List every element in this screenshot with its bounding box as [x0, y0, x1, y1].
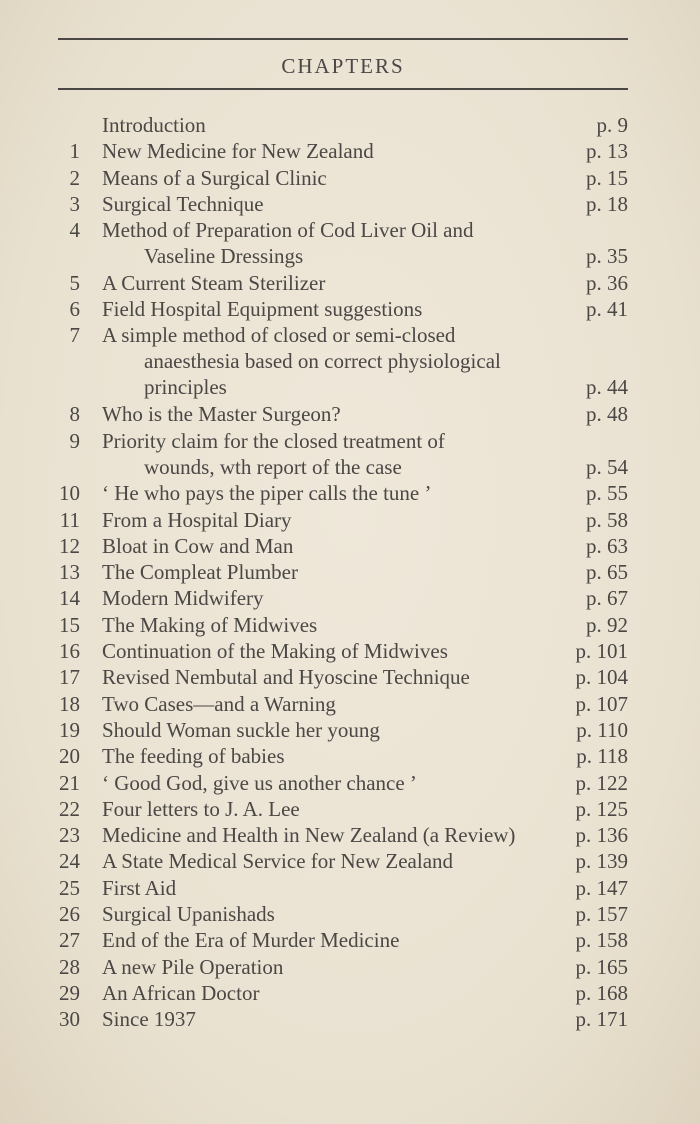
page-reference: p. 13 [586, 139, 628, 164]
chapter-title-line: A Current Steam Sterilizer [102, 270, 326, 295]
page-reference: p. 55 [586, 481, 628, 506]
page-reference: p. 63 [586, 533, 628, 558]
page-reference: p. 41 [586, 297, 628, 322]
chapter-number: 6 [69, 297, 80, 322]
chapter-title-line: The Compleat Plumber [102, 560, 298, 585]
chapter-number: 30 [59, 1007, 80, 1032]
chapter-title [102, 1006, 552, 1032]
page-reference: p. 44 [586, 375, 628, 400]
page-reference: p. 157 [575, 902, 628, 926]
page-reference: p. 136 [575, 823, 628, 848]
chapter-title-line: Bloat in Cow and Man [102, 533, 294, 558]
chapter-title-line: Introduction [102, 113, 206, 137]
chapter-title-continuation: wounds, wth report of the case [144, 454, 402, 479]
page-reference: p. 125 [575, 796, 628, 821]
chapter-title [102, 664, 552, 690]
page-reference: p. 107 [575, 691, 628, 716]
page-reference: p. 35 [586, 244, 628, 269]
chapter-number: 18 [59, 691, 80, 716]
chapter-title-line: Continuation of the Making of Midwives [102, 639, 448, 663]
chapter-title-line: Surgical Technique [102, 191, 264, 216]
chapter-title [102, 165, 552, 191]
chapter-title-line: Medicine and Health in New Zealand (a Review) [102, 823, 516, 848]
chapter-title-line: A State Medical Service for New Zealand [102, 849, 454, 874]
chapter-number: 26 [59, 902, 80, 926]
chapter-title-line: Should Woman suckle her young [102, 717, 380, 742]
chapter-number: 22 [59, 796, 80, 821]
chapter-number: 14 [59, 586, 80, 611]
chapter-title [102, 191, 552, 217]
chapter-title-line: New Medicine for New Zealand [102, 139, 374, 164]
chapter-title [102, 901, 552, 927]
chapter-number: 8 [69, 402, 80, 427]
chapter-number: 13 [59, 560, 80, 585]
chapter-title [102, 480, 552, 506]
chapter-number: 4 [69, 218, 80, 243]
chapter-number: 1 [69, 139, 80, 164]
chapter-title-line: Method of Preparation of Cod Liver Oil and [102, 218, 474, 243]
chapter-title-line: From a Hospital Diary [102, 507, 292, 532]
chapter-title [102, 533, 552, 559]
page-reference: p. 168 [575, 980, 628, 1005]
chapter-title [102, 112, 552, 138]
heading-rule [58, 88, 628, 90]
chapter-title-line: The feeding of babies [102, 744, 285, 769]
chapter-title-line: An African Doctor [102, 980, 260, 1005]
chapter-title [102, 770, 552, 796]
chapter-number: 5 [69, 270, 80, 295]
chapter-number: 21 [59, 770, 80, 795]
page-reference: p. 101 [575, 639, 628, 663]
chapter-title [102, 875, 552, 901]
page-reference: p. 110 [576, 717, 628, 742]
chapter-number: 19 [59, 717, 80, 742]
chapter-number: 3 [69, 191, 80, 216]
chapter-title [102, 507, 552, 533]
chapter-title [102, 270, 552, 296]
page-reference: p. 58 [586, 507, 628, 532]
chapter-title-line: Field Hospital Equipment suggestions [102, 297, 423, 322]
chapter-title [102, 296, 552, 322]
page-reference: p. 65 [586, 560, 628, 585]
chapters-heading: CHAPTERS [281, 54, 405, 78]
chapter-title-line: Since 1937 [102, 1007, 196, 1032]
page-reference: p. 104 [575, 665, 628, 690]
chapter-number: 11 [59, 507, 80, 532]
chapter-title [102, 927, 552, 953]
chapter-number: 7 [69, 323, 80, 348]
chapter-number: 15 [59, 612, 80, 637]
chapter-title [102, 138, 552, 164]
page-reference: p. 92 [586, 612, 628, 637]
chapter-title [102, 848, 552, 874]
page-reference: p. 48 [586, 402, 628, 427]
chapter-title-line: Four letters to J. A. Lee [102, 796, 300, 821]
page-reference: p. 139 [575, 849, 628, 874]
chapter-title [102, 428, 552, 480]
chapter-title-line: First Aid [102, 875, 177, 900]
chapter-number: 10 [59, 481, 80, 506]
chapter-title-line: End of the Era of Murder Medicine [102, 928, 400, 953]
chapter-number: 23 [59, 823, 80, 848]
chapter-number: 20 [59, 744, 80, 769]
page-reference: p. 122 [575, 770, 628, 795]
chapter-title-line: ‘ Good God, give us another chance ’ [102, 770, 417, 795]
chapter-number: 9 [69, 428, 80, 453]
page-reference: p. 118 [576, 744, 628, 769]
chapter-title [102, 559, 552, 585]
chapter-number: 27 [59, 928, 80, 953]
chapter-title-line: Means of a Surgical Clinic [102, 165, 327, 190]
chapter-title-line: Revised Nembutal and Hyoscine Technique [102, 665, 470, 690]
chapter-number: 29 [59, 980, 80, 1005]
chapter-title [102, 612, 552, 638]
top-rule [58, 38, 628, 40]
chapter-number: 17 [59, 665, 80, 690]
chapter-title-line: Surgical Upanishads [102, 902, 275, 926]
chapter-number: 25 [59, 875, 80, 900]
chapter-number: 28 [59, 954, 80, 979]
chapter-title-continuation: principles [144, 375, 227, 400]
page-reference: p. 171 [575, 1007, 628, 1032]
chapter-number: 12 [59, 533, 80, 558]
page-reference: p. 67 [586, 586, 628, 611]
chapter-title-line: A new Pile Operation [102, 954, 284, 979]
chapter-title [102, 796, 552, 822]
chapter-title [102, 717, 552, 743]
chapter-title-line: Modern Midwifery [102, 586, 264, 611]
chapter-title-line: ‘ He who pays the piper calls the tune ’ [102, 481, 432, 506]
chapter-title [102, 743, 552, 769]
chapter-title [102, 322, 552, 400]
chapter-title [102, 638, 552, 664]
page-reference: p. 36 [586, 270, 628, 295]
page-reference: p. 165 [575, 954, 628, 979]
chapter-title-continuation: Vaseline Dressings [144, 244, 304, 269]
chapter-title-line: A simple method of closed or semi-closed [102, 323, 456, 348]
page-reference: p. 54 [586, 454, 628, 479]
chapter-title-line: The Making of Midwives [102, 612, 318, 637]
chapter-number: 2 [69, 165, 80, 190]
chapter-title [102, 980, 552, 1006]
chapter-title [102, 217, 552, 269]
chapter-title [102, 822, 552, 848]
chapter-title-continuation: anaesthesia based on correct physiological [144, 349, 501, 374]
page-reference: p. 15 [586, 165, 628, 190]
chapter-title [102, 954, 552, 980]
chapter-title [102, 401, 552, 427]
page-reference: p. 18 [586, 191, 628, 216]
chapter-title-line: Priority claim for the closed treatment of [102, 428, 445, 453]
chapter-number: 24 [59, 849, 80, 874]
chapter-title-line: Two Cases—and a Warning [102, 691, 336, 716]
page-reference: p. 9 [596, 113, 628, 137]
chapter-number: 16 [59, 639, 80, 663]
chapter-title [102, 585, 552, 611]
chapter-title [102, 691, 552, 717]
page-reference: p. 158 [575, 928, 628, 953]
page-reference: p. 147 [575, 875, 628, 900]
chapter-title-line: Who is the Master Surgeon? [102, 402, 341, 427]
